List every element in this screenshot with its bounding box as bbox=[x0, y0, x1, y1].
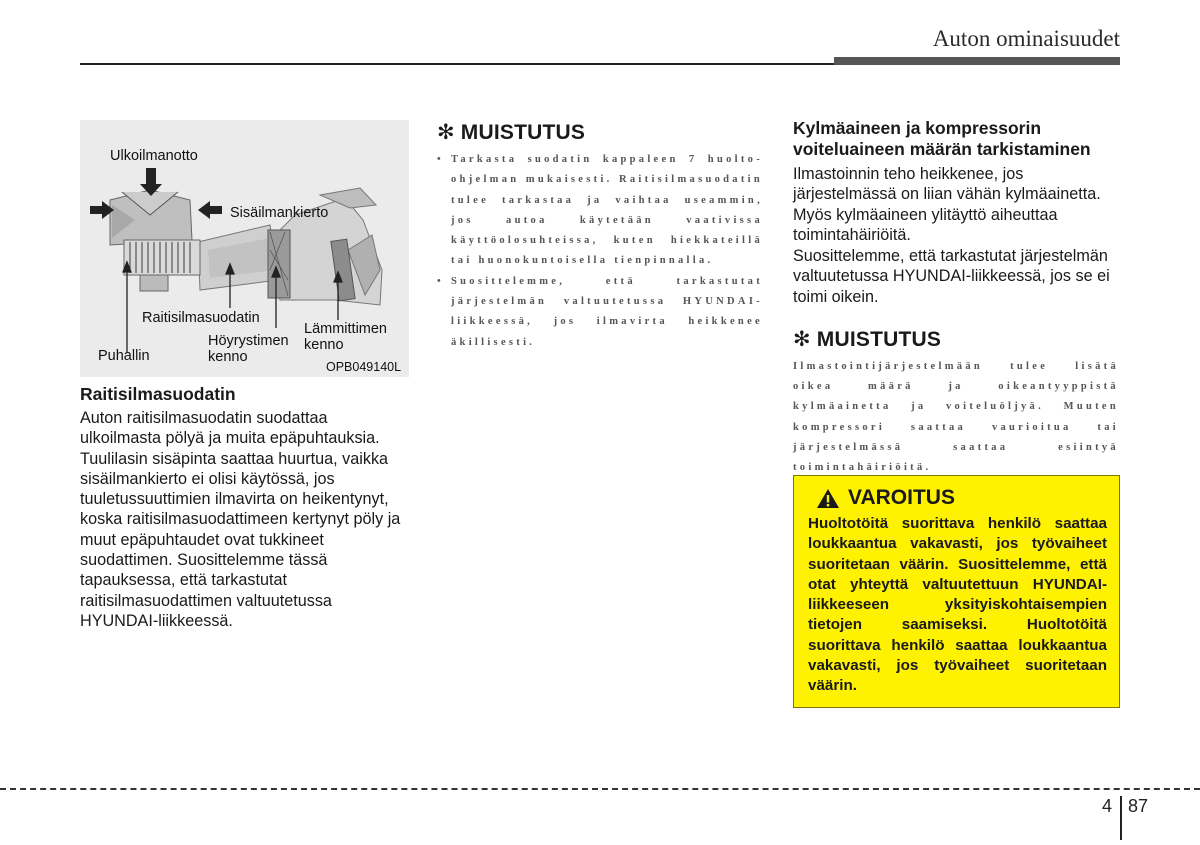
warning-title: VAROITUS bbox=[848, 486, 955, 509]
note-item: • Tarkasta suodatin kappaleen 7 huolto-ohjelman mukaisesti. Raitisilmasuodatin tulee tarkastaa ja vaihtaa useammin, jos autoa käytetään vaativissa käyttöolosuhteissa, kuten hiekkateillä tai huonokuntoisella tienpinnalla. bbox=[437, 150, 763, 272]
warning-header bbox=[816, 486, 1107, 510]
note-text: Ilmastointijärjestelmään tulee lisätä oikea määrä ja oikeantyyppistä kylmäainetta ja voiteluöljyä. Muuten kompressori saattaa vaurioitua tai järjestelmässä saattaa esiintyä toimintahäiriöitä. bbox=[793, 361, 1119, 474]
section-body-refrigerant bbox=[793, 164, 1123, 307]
warning-text: Huoltotöitä suorittava henkilö saattaa loukkaantua vakavasti, jos työvaiheet suoritetaan väärin. Suosittelemme, että otat yhteyttä valtuutettuun HYUNDAI-liikkeeseen yksityiskohtaisempien tietojen saamiseksi. Huoltotöitä suorittava henkilö saattaa loukkaantua vakavasti, jos työvaiheet suoritetaan väärin. bbox=[808, 515, 1107, 695]
label-evaporator-2: kenno bbox=[208, 349, 248, 365]
header-rule-accent bbox=[834, 57, 1120, 65]
paragraph: Suosittelemme, että tarkastutat järjestelmän valtuutetussa HYUNDAI-liikkeessä, jos se ei toimi oikein. bbox=[793, 247, 1110, 306]
section-title-refrigerant: Kylmäaineen ja kompressorin voiteluaineen määrän tarkistaminen bbox=[793, 118, 1091, 159]
header-rule bbox=[80, 63, 840, 65]
label-blower: Puhallin bbox=[98, 348, 150, 364]
asterisk-icon: ✻ bbox=[793, 328, 811, 351]
label-cabin-filter: Raitisilmasuodatin bbox=[142, 310, 260, 326]
note-title-text: MUISTUTUS bbox=[460, 121, 586, 144]
page-header-title: Auton ominaisuudet bbox=[932, 26, 1120, 51]
note-list bbox=[437, 150, 763, 353]
warning-triangle-icon bbox=[816, 488, 840, 509]
warning-box bbox=[793, 475, 1120, 708]
hvac-diagram bbox=[80, 120, 409, 377]
note-title-text: MUISTUTUS bbox=[816, 328, 942, 351]
label-heater-2: kenno bbox=[304, 337, 344, 353]
section-title-cabin-filter: Raitisilmasuodatin bbox=[80, 384, 236, 404]
page-number-separator bbox=[1120, 796, 1122, 840]
page-number: 87 bbox=[1128, 796, 1149, 816]
asterisk-icon: ✻ bbox=[437, 121, 455, 144]
note-title bbox=[437, 120, 585, 145]
paragraph: Ilmastoinnin teho heikkenee, jos järjestelmässä on liian vähän kylmäainetta. Myös kylmäaineen ylitäyttö aiheuttaa toimintahäiriöitä. bbox=[793, 165, 1101, 244]
label-recirculation: Sisäilmankierto bbox=[230, 205, 329, 221]
label-heater-1: Lämmittimen bbox=[304, 321, 387, 337]
label-evaporator-1: Höyrystimen bbox=[208, 333, 289, 349]
section-body-cabin-filter: Auton raitisilmasuodatin suodattaa ulkoilmasta pölyä ja muita epäpuhtauksia. Tuulilasin sisäpinta saattaa huurtua, vaikka sisäilmankierto ei olisi käytössä, jos tuuletussuuttimien ilmavirta on heikentynyt, koska raitisilmasuodattimeen kertynyt pöly ja muut epäpuhtaudet ovat tukkineet suodattimen. Suosittelemme tässä tapauksessa, että tarkastutat raitisilmasuodattimen valtuutetussa HYUNDAI-liikkeessä. bbox=[80, 409, 401, 630]
chapter-number: 4 bbox=[1102, 796, 1113, 816]
note-item: • Suosittelemme, että tarkastutat järjestelmän valtuutetussa HYUNDAI-liikkeessä, jos ilmavirta heikkenee äkillisesti. bbox=[437, 272, 763, 353]
label-outside-air: Ulkoilmanotto bbox=[110, 148, 198, 164]
note-title bbox=[793, 327, 941, 352]
footer-rule bbox=[0, 788, 1200, 790]
figure-code: OPB049140L bbox=[326, 360, 402, 374]
